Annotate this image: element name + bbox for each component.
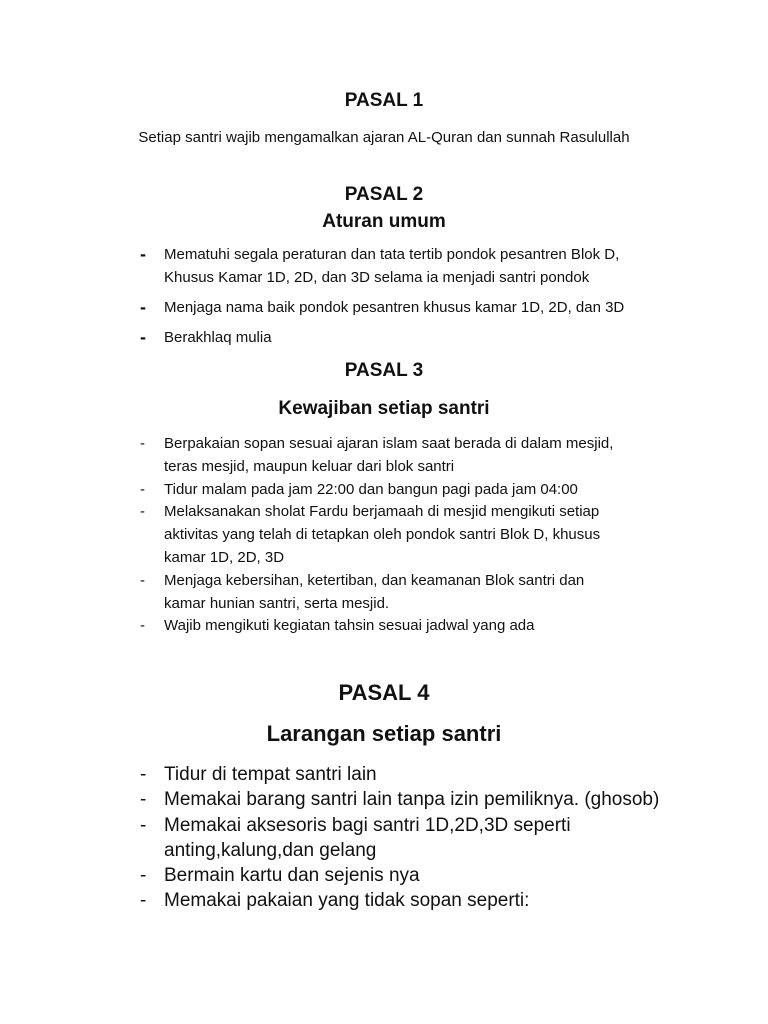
list-item-line: teras mesjid, maupun keluar dari blok santri xyxy=(164,457,455,475)
list-bullet: - xyxy=(140,244,146,264)
list-item xyxy=(140,326,700,349)
list-item xyxy=(140,863,720,888)
list-bullet: - xyxy=(140,571,145,589)
list-item xyxy=(140,243,700,289)
pasal-2-list xyxy=(140,243,700,349)
list-item-line: kamar hunian santri, serta mesjid. xyxy=(164,594,390,612)
list-bullet: - xyxy=(140,764,147,785)
pasal-4-subheading: Larangan setiap santri xyxy=(266,721,502,746)
list-item-line: Memakai aksesoris bagi santri 1D,2D,3D seperti xyxy=(164,814,571,836)
list-bullet: - xyxy=(140,503,145,521)
list-item-line: Melaksanakan sholat Fardu berjamaah di mesjid mengikuti setiap xyxy=(164,503,600,521)
pasal-1-text: Setiap santri wajib mengamalkan ajaran AL-Quran dan sunnah Rasulullah xyxy=(138,129,630,146)
list-item xyxy=(140,813,720,864)
pasal-2-subheading: Aturan umum xyxy=(322,211,446,232)
list-item-line: Berpakaian sopan sesuai ajaran islam saat berada di dalam mesjid, xyxy=(164,435,614,452)
list-item xyxy=(140,433,700,479)
list-bullet: - xyxy=(140,617,145,635)
list-item-line: kamar 1D, 2D, 3D xyxy=(164,548,285,566)
list-bullet: - xyxy=(140,890,147,912)
pasal-4-list xyxy=(140,762,720,914)
list-item xyxy=(140,501,700,569)
list-item-line: Tidur malam pada jam 22:00 dan bangun pagi pada jam 04:00 xyxy=(164,480,578,498)
pasal-3-subheading: Kewajiban setiap santri xyxy=(278,398,490,419)
list-item-line: Wajib mengikuti kegiatan tahsin sesuai jadwal yang ada xyxy=(164,617,535,635)
pasal-2-heading: PASAL 2 xyxy=(344,184,424,205)
list-item xyxy=(140,570,700,616)
list-item-line: anting,kalung,dan gelang xyxy=(164,839,377,861)
list-item-line: Menjaga kebersihan, ketertiban, dan keamanan Blok santri dan xyxy=(164,571,585,589)
list-item-line: Mematuhi segala peraturan dan tata tertib pondok pesantren Blok D, xyxy=(164,246,620,263)
list-item-line: Memakai barang santri lain tanpa izin pemiliknya. (ghosob) xyxy=(164,789,660,811)
pasal-3-heading: PASAL 3 xyxy=(344,360,424,381)
list-bullet: - xyxy=(140,865,147,887)
list-bullet: - xyxy=(140,480,145,498)
list-item-line: Bermain kartu dan sejenis nya xyxy=(164,865,420,887)
pasal-4-heading: PASAL 4 xyxy=(338,680,430,705)
list-item-line: Menjaga nama baik pondok pesantren khusus kamar 1D, 2D, dan 3D xyxy=(164,299,625,316)
list-bullet: - xyxy=(140,814,147,836)
list-item xyxy=(140,787,720,812)
list-item-line: aktivitas yang telah di tetapkan oleh pondok santri Blok D, khusus xyxy=(164,526,601,544)
list-item-line: Memakai pakaian yang tidak sopan seperti: xyxy=(164,890,530,912)
list-bullet: - xyxy=(140,297,146,317)
list-item-line: Tidur di tempat santri lain xyxy=(164,764,377,785)
list-item xyxy=(140,888,720,913)
pasal-1-heading: PASAL 1 xyxy=(344,90,424,111)
list-bullet: - xyxy=(140,435,145,452)
list-item xyxy=(140,762,720,787)
pasal-3-list xyxy=(140,433,700,638)
list-bullet: - xyxy=(140,327,146,347)
list-item-line: Khusus Kamar 1D, 2D, dan 3D selama ia menjadi santri pondok xyxy=(164,269,590,286)
list-item xyxy=(140,479,700,502)
list-item xyxy=(140,615,700,638)
list-item-line: Berakhlaq mulia xyxy=(164,329,272,346)
list-bullet: - xyxy=(140,789,147,811)
list-item xyxy=(140,296,700,319)
